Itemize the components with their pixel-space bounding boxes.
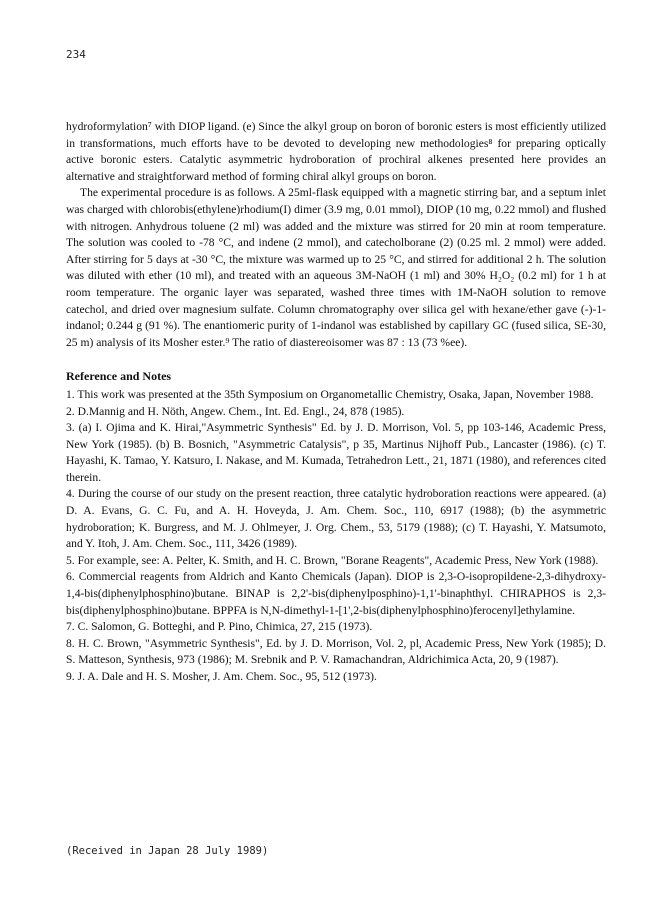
received-date: (Received in Japan 28 July 1989): [66, 845, 269, 857]
article-body: [66, 119, 606, 686]
reference-item: 1. This work was presented at the 35th Symposium on Organometallic Chemistry, Osaka, Japan, November 1988.: [66, 387, 594, 401]
reference-item: 6. Commercial reagents from Aldrich and Kanto Chemicals (Japan). DIOP is 2,3-O-isopropildene-2,3-dihydroxy-1,4-bis(diphenylphosphino)butane. BINAP is 2,2'-bis(diphenylposphino)-1,1'-binaphthyl. CHIRAPHOS is 2,3-bis(diphenylphosphino)butane. BPPFA is N,N-dimethyl-1-[1',2-bis(diphenylphosphino)ferocenyl]ethylamine.: [66, 570, 606, 617]
references-list: [66, 387, 606, 686]
references-heading: Reference and Notes: [66, 369, 172, 384]
reference-item: 7. C. Salomon, G. Botteghi, and P. Pino, Chimica, 27, 215 (1973).: [66, 620, 373, 634]
reference-item: 4. During the course of our study on the present reaction, three catalytic hydroboration reactions were appeared. (a) D. A. Evans, G. C. Fu, and A. H. Hoveyda, J. Am. Chem. Soc., 110, 6917 (1988); (b) the asymmetric hydroboration; K. Burgress, and M. J. Ohlmeyer, J. Org. Chem., 53, 5179 (1988); (c) T. Hayashi, Y. Matsumoto, and Y. Itoh, J. Am. Chem. Soc., 111, 3426 (1989).: [66, 487, 606, 551]
page-number: 234: [66, 48, 86, 61]
paragraph-intro-continuation: hydroformylation⁷ with DIOP ligand. (e) Since the alkyl group on boron of boronic esters is most efficiently utilized in transformations, much efforts have to be devoted to developing new methodologies⁸ for preparing optically active boronic esters. Catalytic asymmetric hydroboration of prochiral alkenes presented here provides an alternative and straightforward method of forming chiral alkyl groups on boron.: [66, 120, 606, 183]
reference-item: 3. (a) I. Ojima and K. Hirai,"Asymmetric Synthesis" Ed. by J. D. Morrison, Vol. 5, pp 103-146, Academic Press, New York (1985). (b) B. Bosnich, "Asymmetric Catalysis", p 35, Martinus Nijhoff Pub., Lancaster (1986). (c) T. Hayashi, K. Tamao, Y. Katsuro, I. Nakase, and M. Kumada, Tetrahedron Lett., 21, 1871 (1980), and references cited therein.: [66, 421, 606, 484]
reference-item: 2. D.Mannig and H. Nöth, Angew. Chem., Int. Ed. Engl., 24, 878 (1985).: [66, 404, 405, 418]
reference-item: 5. For example, see: A. Pelter, K. Smith, and H. C. Brown, "Borane Reagents", Academic Press, New York (1988).: [66, 553, 599, 567]
paragraph-experimental-procedure: The experimental procedure is as follows. A 25ml-flask equipped with a magnetic stirring bar, and a septum inlet was charged with chlorobis(ethylene)rhodium(I) dimer (3.9 mg, 0.01 mmol), DIOP (10 mg, 0.22 mmol) and flushed with nitrogen. Anhydrous toluene (2 ml) was added and the mixture was stirred for 20 min at room temperature. The solution was cooled to -78 °C, and indene (2 mmol), and catecholborane (2) (0.25 ml. 2 mmol) were added. After stirring for 5 days at -30 °C, the mixture was warmed up to 25 °C, and stirred for additional 2 h. The solution was diluted with ether (10 ml), and treated with an aqueous 3M-NaOH (1 ml) and 30% H₂O₂ (0.2 ml) for 1 h at room temperature. The organic layer was separated, washed three times with 1M-NaOH solution to remove catechol, and dried over magnesium sulfate. Column chromatography over silica gel with hexane/ether gave (-)-1-indanol; 0.244 g (91 %). The enantiomeric purity of 1-indanol was established by capillary GC (fused silica, SE-30, 25 m) analysis of its Mosher ester.⁹ The ratio of diastereoisomer was 87 : 13 (73 %ee).: [66, 186, 606, 349]
reference-item: 9. J. A. Dale and H. S. Mosher, J. Am. Chem. Soc., 95, 512 (1973).: [66, 670, 377, 683]
reference-item: 8. H. C. Brown, "Asymmetric Synthesis", Ed. by J. D. Morrison, Vol. 2, pl, Academic Press, New York (1985); D. S. Matteson, Synthesis, 973 (1986); M. Srebnik and P. V. Ramachandran, Aldrichimica Acta, 20, 9 (1987).: [66, 636, 606, 667]
